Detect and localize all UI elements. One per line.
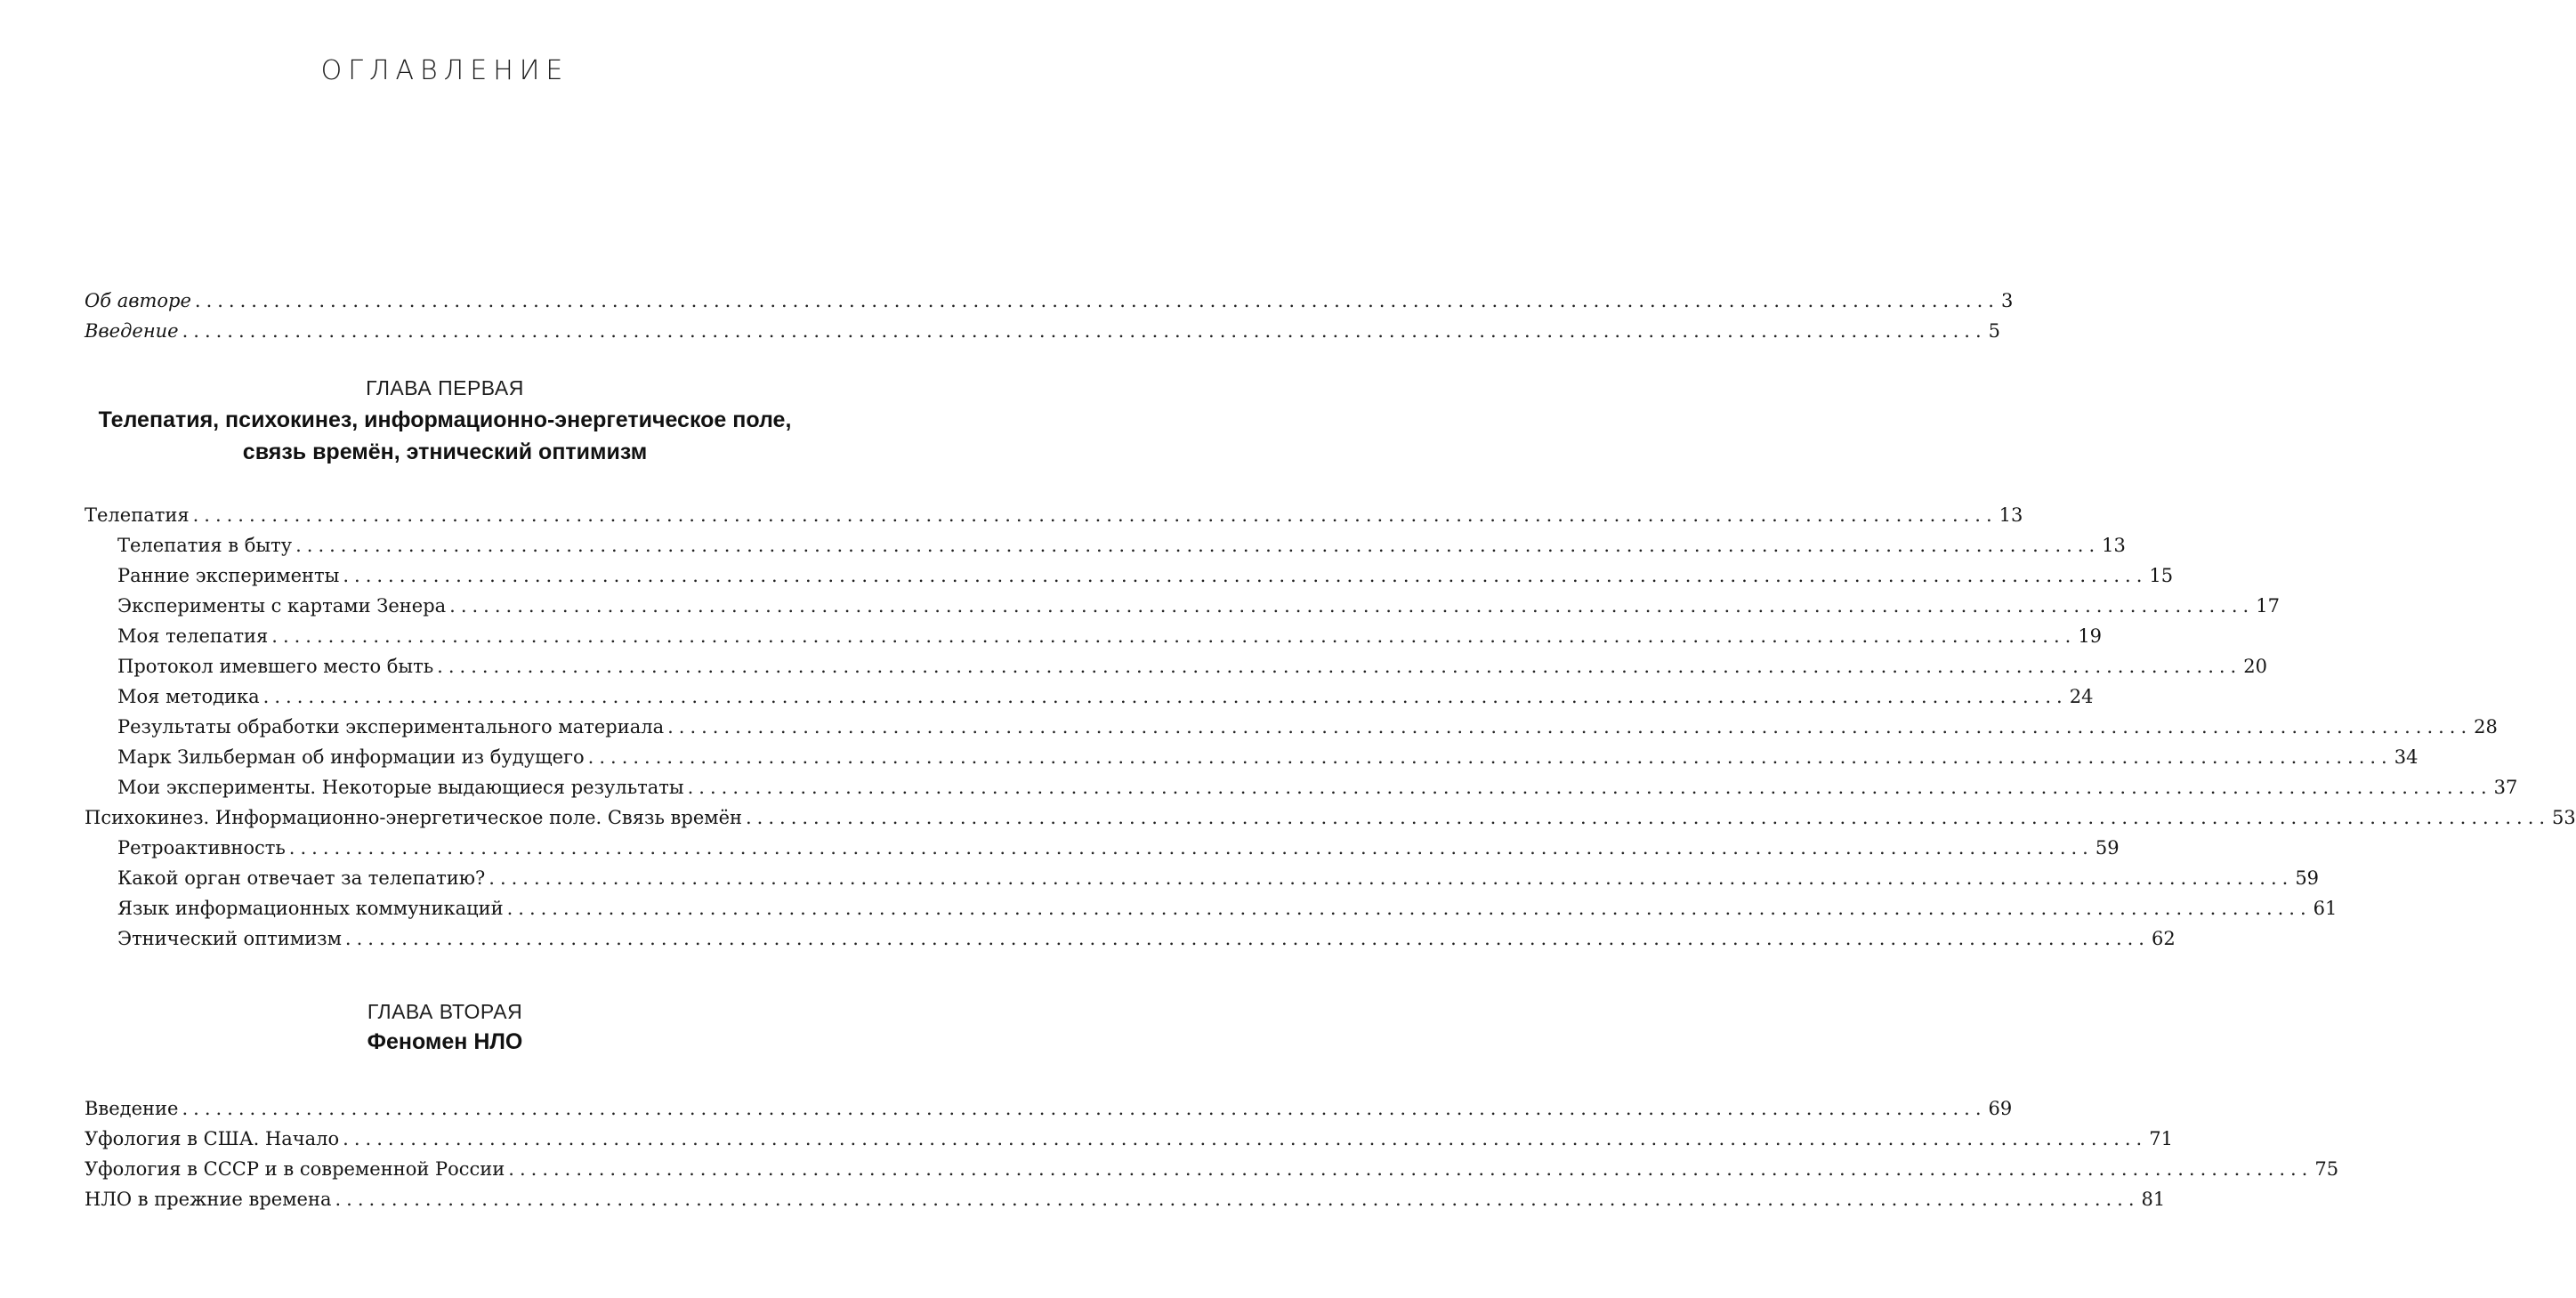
toc-entry-page: 28	[2474, 716, 2498, 738]
toc-subentry[interactable]	[117, 921, 2176, 951]
dot-leader: ................................................................................................................................................................	[587, 746, 2393, 768]
toc-entry-page: 62	[2151, 928, 2176, 949]
toc-entry-page: 20	[2243, 656, 2267, 677]
toc-entry[interactable]	[85, 1181, 2166, 1212]
dot-leader: ................................................................................................................................................................	[506, 898, 2312, 919]
dot-leader: ................................................................................................................................................................	[687, 777, 2492, 798]
toc-subentry[interactable]	[117, 558, 2174, 588]
toc-subentry[interactable]	[117, 649, 2267, 679]
toc-subentry[interactable]	[117, 709, 2498, 739]
toc-entry-label: Протокол имевшего место быть	[117, 656, 434, 677]
toc-subentry[interactable]	[117, 739, 2419, 770]
toc-entry-about-author[interactable]	[85, 283, 2014, 313]
toc-entry-page: 81	[2141, 1189, 2166, 1210]
dot-leader: ................................................................................................................................................................	[194, 290, 1999, 311]
toc-entry-page: 17	[2256, 595, 2280, 617]
dot-leader: ................................................................................................................................................................	[437, 656, 2242, 677]
dot-leader: ................................................................................................................................................................	[182, 320, 1987, 342]
dot-leader: ................................................................................................................................................................	[192, 504, 1998, 526]
dot-leader: ................................................................................................................................................................	[489, 867, 2294, 889]
toc-entry-label: Язык информационных коммуникаций	[117, 898, 504, 919]
toc-entry-page: 3	[2000, 290, 2014, 311]
dot-leader: ................................................................................................................................................................	[343, 1128, 2148, 1149]
toc-entry-label: Мои эксперименты. Некоторые выдающиеся результаты	[117, 777, 684, 798]
toc-entry-label: Этнический оптимизм	[117, 928, 342, 949]
dot-leader: ................................................................................................................................................................	[667, 716, 2473, 738]
toc-subentry[interactable]	[117, 618, 2103, 649]
dot-leader: ................................................................................................................................................................	[746, 807, 2551, 828]
dot-leader: ................................................................................................................................................................	[449, 595, 2255, 617]
dot-leader: ................................................................................................................................................................	[508, 1158, 2314, 1180]
dot-leader: ................................................................................................................................................................	[295, 535, 2101, 556]
toc-entry[interactable]	[85, 1091, 2013, 1121]
toc-subentry[interactable]	[117, 830, 2120, 860]
toc-entry-label: Психокинез. Информационно-энергетическое поле. Связь времён	[85, 807, 742, 828]
dot-leader: ................................................................................................................................................................	[182, 1098, 1987, 1119]
toc-entry-label: Телепатия	[85, 504, 190, 526]
toc-entry-page: 53	[2552, 807, 2576, 828]
toc-entry-page: 13	[1999, 504, 2023, 526]
toc-entry-page: 61	[2313, 898, 2338, 919]
toc-entry-page: 69	[1988, 1098, 2013, 1119]
toc-entry-page: 5	[1988, 320, 2001, 342]
toc-entry-label: Об авторе	[85, 290, 191, 311]
toc-entry-page: 59	[2095, 837, 2120, 859]
toc-entry[interactable]	[85, 497, 2023, 528]
dot-leader: ................................................................................................................................................................	[344, 928, 2150, 949]
chapter-2-kicker: ГЛАВА ВТОРАЯ	[367, 1000, 523, 1023]
toc-entry-label: Моя методика	[117, 686, 260, 707]
toc-entry-page: 24	[2069, 686, 2094, 707]
chapter-2-title: Феномен НЛО	[367, 1029, 523, 1054]
dot-leader: ................................................................................................................................................................	[343, 565, 2148, 586]
toc-subentry[interactable]	[117, 528, 2126, 558]
toc-entry-page: 75	[2314, 1158, 2339, 1180]
toc-entry-label: Введение	[85, 320, 179, 342]
toc-entry[interactable]	[85, 800, 2576, 830]
toc-entry-page: 71	[2149, 1128, 2173, 1149]
toc-entry[interactable]	[85, 1121, 2173, 1151]
toc-entry-page: 34	[2394, 746, 2419, 768]
toc-entry-label: Результаты обработки экспериментального материала	[117, 716, 665, 738]
toc-subentry[interactable]	[117, 679, 2094, 709]
toc-entry-label: Эксперименты с картами Зенера	[117, 595, 447, 617]
toc-entry-page: 59	[2295, 867, 2320, 889]
toc-entry-label: Уфология в США. Начало	[85, 1128, 340, 1149]
toc-entry-label: Введение	[85, 1098, 179, 1119]
toc-entry-page: 13	[2102, 535, 2126, 556]
toc-entry-label: Уфология в СССР и в современной России	[85, 1158, 505, 1180]
dot-leader: ................................................................................................................................................................	[288, 837, 2094, 859]
toc-entry-label: Ранние эксперименты	[117, 565, 340, 586]
toc-entry-page: 15	[2149, 565, 2174, 586]
toc-entry[interactable]	[85, 1151, 2339, 1181]
chapter-1-title-line-1: Телепатия, психокинез, информационно-энергетическое поле,	[98, 407, 792, 432]
dot-leader: ................................................................................................................................................................	[262, 686, 2068, 707]
toc-entry-label: НЛО в прежние времена	[85, 1189, 332, 1210]
toc-subentry[interactable]	[117, 588, 2280, 618]
chapter-1-kicker: ГЛАВА ПЕРВАЯ	[366, 376, 524, 399]
dot-leader: ................................................................................................................................................................	[271, 625, 2077, 647]
toc-subentry[interactable]	[117, 770, 2518, 800]
toc-entry-label: Телепатия в быту	[117, 535, 293, 556]
toc-entry-page: 19	[2078, 625, 2103, 647]
toc-entry-label: Ретроактивность	[117, 837, 286, 859]
toc-entry-label: Какой орган отвечает за телепатию?	[117, 867, 486, 889]
toc-entry-label: Марк Зильберман об информации из будущего	[117, 746, 585, 768]
toc-entry-page: 37	[2493, 777, 2518, 798]
toc-entry-label: Моя телепатия	[117, 625, 269, 647]
page-title: ОГЛАВЛЕНИЕ	[320, 55, 569, 86]
dot-leader: ................................................................................................................................................................	[335, 1189, 2140, 1210]
toc-subentry[interactable]	[117, 891, 2338, 921]
toc-entry-introduction[interactable]	[85, 313, 2001, 343]
chapter-1-title-line-2: связь времён, этнический оптимизм	[242, 439, 648, 464]
toc-subentry[interactable]	[117, 860, 2320, 891]
